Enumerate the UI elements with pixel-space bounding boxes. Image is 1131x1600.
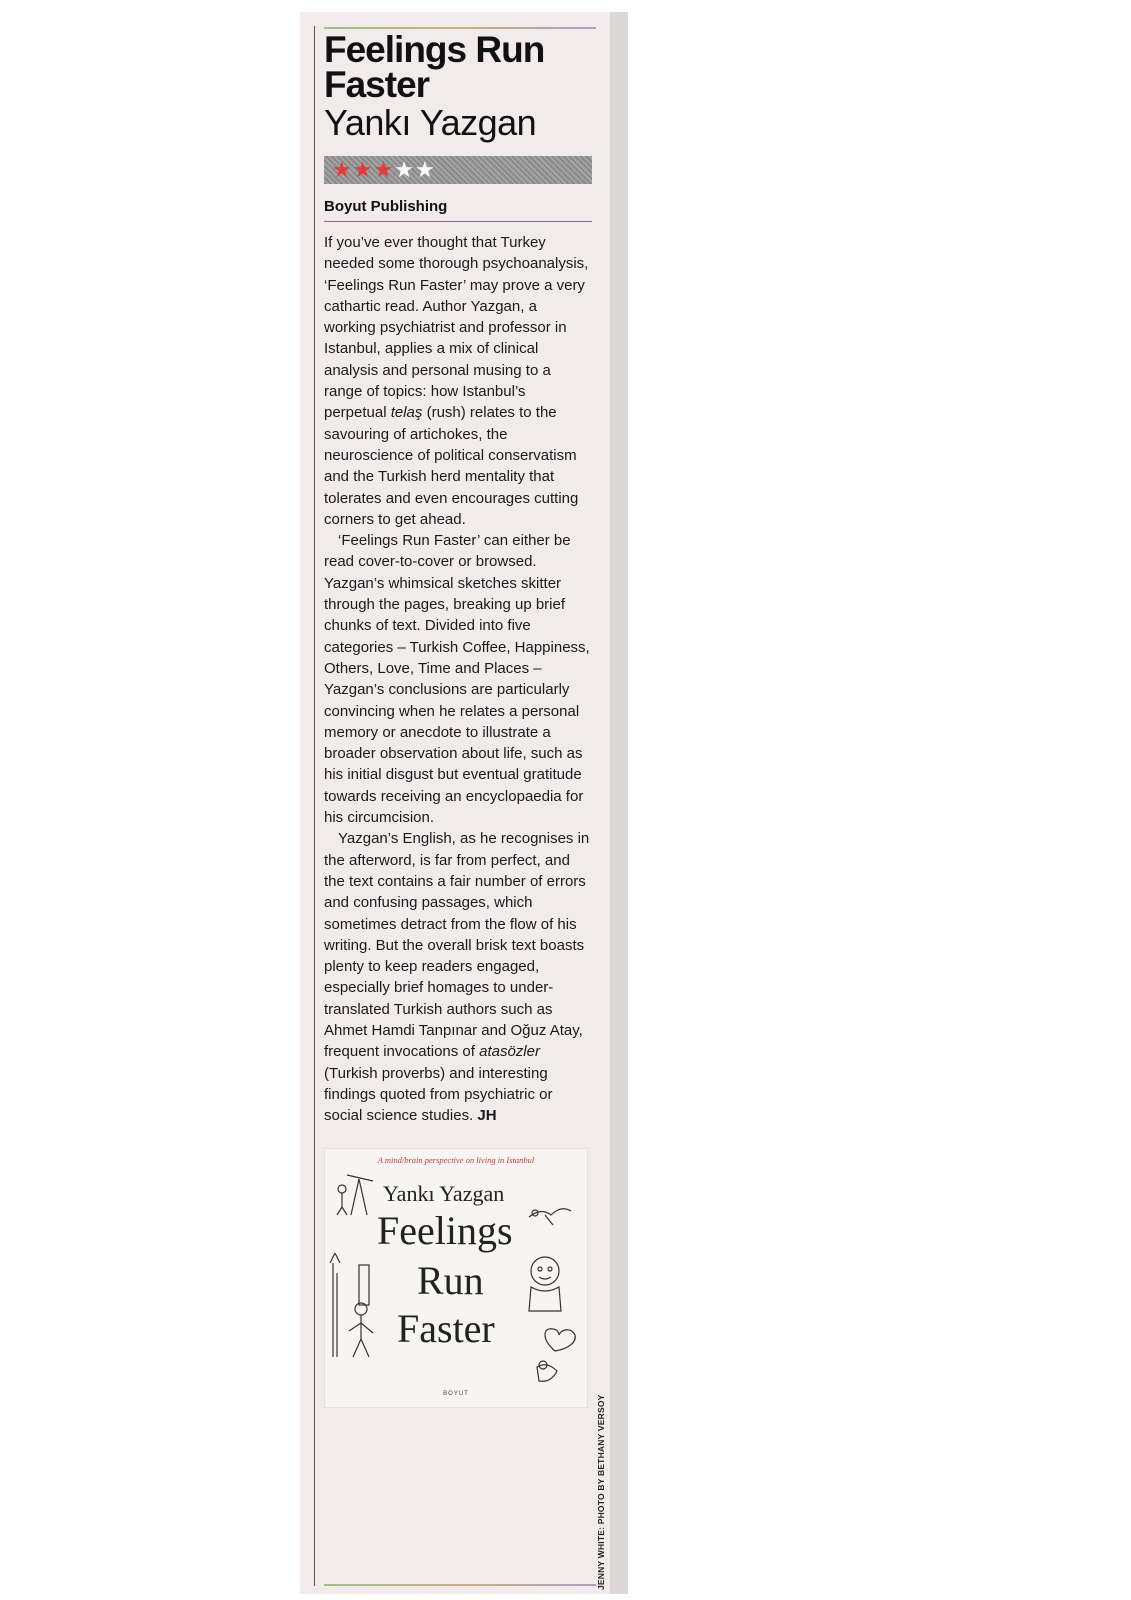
cover-publisher-logo: BOYUT: [443, 1391, 469, 1398]
cover-tagline: A mind/brain perspective on living in Istanbul: [377, 1155, 535, 1166]
minaret-figure-icon: [327, 1253, 387, 1363]
review-body: [324, 232, 592, 1126]
star-empty-icon: ★: [414, 157, 435, 182]
magazine-clipping: [300, 12, 628, 1594]
star-empty-icon: ★: [394, 157, 414, 182]
review-paragraph: Yazgan’s English, as he recognises in the afterword, is far from perfect, and the text contains a fair number of errors and confusing passages, which sometimes detract from the flow of his writing. But the overall brisk text boasts plenty to keep readers engaged, especially brief homages to under-translated Turkish authors such as Ahmet Hamdi Tanpınar and Oğuz Atay, frequent invocations of atasözler (Turkish proverbs) and interesting findings quoted from psychiatric or social science studies. JH: [324, 830, 590, 1125]
review-paragraph: If you’ve ever thought that Turkey needed some thorough psychoanalysis, ‘Feelings Run Faster’ may prove a very cathartic read. Author Yazgan, a working psychiatrist and professor in Istanbul, applies a mix of clinical analysis and personal musing to a range of topics: how Istanbul’s perpetual telaş (rush) relates to the savouring of artichokes, the neuroscience of political conservatism and the Turkish herd mentality that tolerates and even encourages cutting corners to get ahead.: [324, 234, 589, 528]
publisher-name: Boyut Publishing: [324, 198, 448, 215]
photo-credit: JENNY WHITE: PHOTO BY BETHANY VERSOY: [596, 1394, 606, 1590]
star-filled-icon: ★: [332, 157, 352, 182]
review-column: [324, 29, 600, 1408]
reviewer-initials: JH: [477, 1107, 497, 1125]
cover-author: Yankı Yazgan: [383, 1181, 505, 1207]
column-divider: [314, 26, 315, 1586]
review-author: Yankı Yazgan: [324, 102, 537, 143]
heart-figure-icon: [531, 1321, 581, 1391]
cover-title-line: Run: [417, 1258, 484, 1304]
adjacent-page-edge: [610, 12, 628, 1594]
review-title: Feelings Run Faster: [324, 29, 545, 105]
cover-title-line: Faster: [397, 1306, 495, 1352]
cover-title-line: Feelings: [377, 1208, 513, 1254]
child-figure-icon: [517, 1251, 573, 1321]
review-paragraph: ‘Feelings Run Faster’ can either be read cover-to-cover or browsed. Yazgan’s whimsical sketches skitter through the pages, breaking up brief chunks of text. Divided into five categories – Turkish Coffee, Happiness, Others, Love, Time and Places – Yazgan’s conclusions are particularly convincing when he relates a personal memory or anecdote to illustrate a broader observation about life, such as his initial disgust but eventual gratitude towards receiving an encyclopaedia for his circumcision.: [324, 532, 590, 827]
star-filled-icon: ★: [352, 157, 373, 182]
publisher-rule: [324, 221, 592, 222]
star-filled-icon: ★: [373, 157, 394, 182]
bottom-rule: [324, 1584, 596, 1586]
bird-figure-icon: [525, 1201, 575, 1231]
book-cover-image: [324, 1148, 588, 1408]
telescope-figure-icon: [333, 1171, 383, 1217]
star-rating: [324, 156, 592, 184]
